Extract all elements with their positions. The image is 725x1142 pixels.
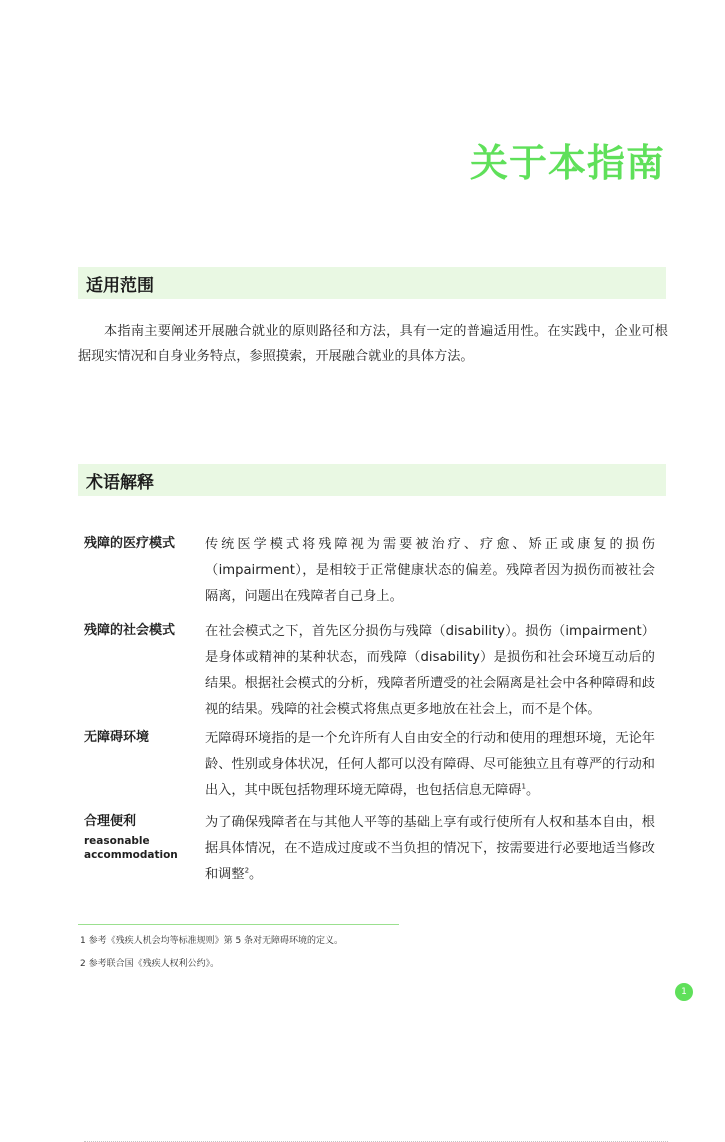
term-definition: 传统医学模式将残障视为需要被治疗、疗愈、矫正或康复的损伤（impairment），是相较于正常健康状态的偏差。残障者因为损伤而被社会隔离，问题出在残障者自己身上。 [205,537,655,604]
term-label-en-1: reasonable [84,835,150,847]
page-title: 关于本指南 [469,141,665,185]
term-label-text: 合理便利 [84,814,137,829]
term-definition-tail: 。 [525,783,540,798]
term-label-text: 残障的医疗模式 [84,536,176,551]
section-heading-scope-text: 适用范围 [86,275,154,296]
term-definition [205,726,655,804]
term-definition-text: 无障碍环境指的是一个允许所有人自由安全的行动和使用的理想环境，无论年龄、性别或身体状况，任何人都可以没有障碍、尽可能独立且有尊严的行动和出入，其中既包括物理环境无障碍，也包括信息无障碍 [205,731,655,798]
term-definition-text: 为了确保残障者在与其他人平等的基础上享有或行使所有人权和基本自由，根据具体情况，在不造成过度或不当负担的情况下，按需要进行必要地适当修改和调整 [205,815,655,882]
term-label-en-2: accommodation [84,849,178,861]
term-definition [205,810,655,888]
footnote-divider [78,924,399,925]
scope-paragraph: 本指南主要阐述开展融合就业的原则路径和方法，具有一定的普遍适用性。在实践中，企业可根据现实情况和自身业务特点，参照摸索，开展融合就业的具体方法。 [78,324,668,364]
section-heading-terms [78,464,666,496]
term-label [84,810,202,862]
footnote-1: 1 参考《残疾人机会均等标准规则》第 5 条对无障碍环境的定义。 [80,936,344,946]
term-label [84,726,202,750]
term-definition-tail: 。 [249,867,263,882]
page-number-badge: 1 [675,983,693,1001]
section-heading-terms-text: 术语解释 [86,472,154,493]
term-label [84,619,202,643]
term-definition: 在社会模式之下，首先区分损伤与残障（disability）。损伤（impairment）是身体或精神的某种状态，而残障（disability）是损伤和社会环境互动后的结果。根据社会模式的分析，残障者所遭受的社会隔离是社会中各种障碍和歧视的结果。残障的社会模式将焦点更多地放在社会上，而不是个体。 [205,624,655,717]
footnote-2: 2 参考联合国《残疾人权利公约》。 [80,959,220,969]
term-label-text: 无障碍环境 [84,730,150,745]
section-heading-scope [78,267,666,299]
footnote-ref: 2 [244,866,250,875]
term-label-text: 残障的社会模式 [84,623,176,638]
footnote-ref: 1 [521,782,526,791]
term-label [84,532,202,556]
